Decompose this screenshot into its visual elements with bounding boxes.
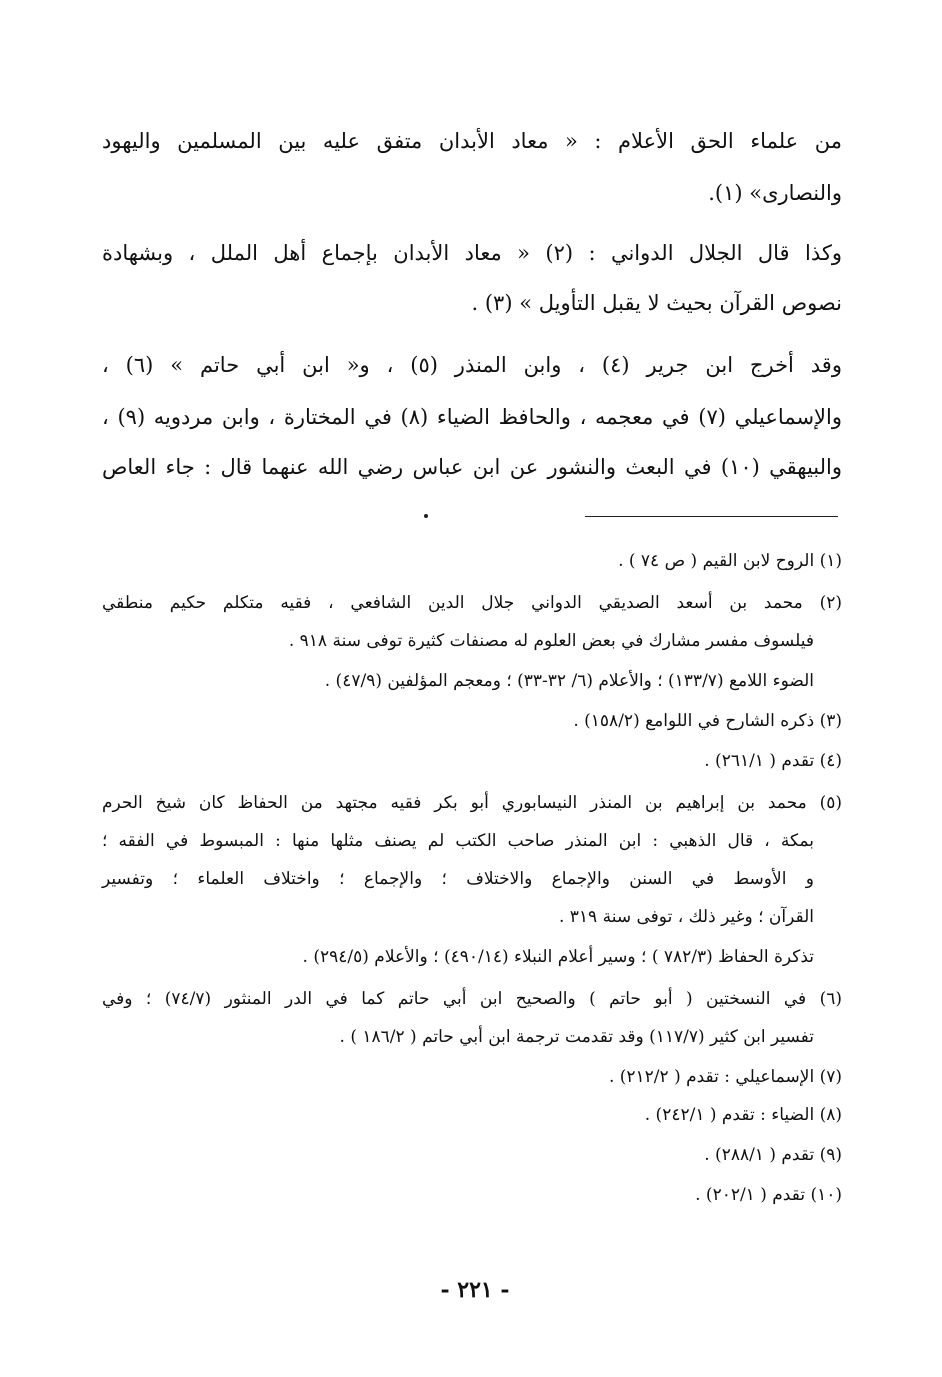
- footnote-5-line-2: بمكة ، قال الذهبي : ابن المنذر صاحب الكتب لم يصنف مثلها منها : المبسوط في الفقه ؛: [102, 831, 814, 851]
- footnote-1: (١) الروح لابن القيم ( ص ٧٤ ) .: [618, 551, 842, 571]
- footnote-5-line-4: القرآن ؛ وغير ذلك ، توفى سنة ٣١٩ .: [558, 907, 814, 927]
- page-number: - ٢٢١ -: [440, 1277, 510, 1303]
- footnote-5-sources: تذكرة الحفاظ (٧٨٢/٣ ) ؛ وسير أعلام النبلاء (٤٩٠/١٤) ؛ والأعلام (٢٩٤/٥) .: [302, 947, 814, 967]
- body-line-4: نصوص القرآن بحيث لا يقبل التأويل » (٣) .: [471, 291, 842, 315]
- footnote-2-line-2: فيلسوف مفسر مشارك في بعض العلوم له مصنفات كثيرة توفى سنة ٩١٨ .: [288, 631, 814, 651]
- footnote-5-line-1: (٥) محمد بن إبراهيم بن المنذر النيسابوري أبو بكر فقيه مجتهد من الحفاظ كان شيخ الحرم: [102, 793, 842, 813]
- ink-dot: [424, 514, 428, 518]
- footnote-5-line-3: و الأوسط في السنن والإجماع والاختلاف ؛ والإجماع ؛ واختلاف العلماء ؛ وتفسير: [102, 869, 814, 889]
- body-line-1: من علماء الحق الأعلام : « معاد الأبدان متفق عليه بين المسلمين واليهود: [102, 129, 842, 153]
- footnote-4: (٤) تقدم ( ٢٦١/١) .: [704, 751, 842, 771]
- footnote-8: (٨) الضياء : تقدم ( ٢٤٢/١) .: [644, 1105, 842, 1125]
- footnote-2-line-1: (٢) محمد بن أسعد الصديقي الدواني جلال الدين الشافعي ، فقيه متكلم حكيم منطقي: [102, 593, 842, 613]
- footnote-2-sources: الضوء اللامع (١٣٣/٧) ؛ والأعلام (٦/ ٣٢-٣٣) ؛ ومعجم المؤلفين (٤٧/٩) .: [324, 671, 814, 691]
- body-line-3: وكذا قال الجلال الدواني : (٢) « معاد الأبدان بإجماع أهل الملل ، وبشهادة: [102, 241, 842, 265]
- footnote-7: (٧) الإسماعيلي : تقدم ( ٢١٢/٢) .: [608, 1067, 842, 1087]
- footnote-3: (٣) ذكره الشارح في اللوامع (١٥٨/٢) .: [573, 711, 842, 731]
- footnote-6-line-2: تفسير ابن كثير (١١٧/٧) وقد تقدمت ترجمة ابن أبي حاتم ( ١٨٦/٢ ) .: [339, 1027, 814, 1047]
- body-line-5: وقد أخرج ابن جرير (٤) ، وابن المنذر (٥) ، و« ابن أبي حاتم » (٦) ،: [102, 353, 842, 377]
- body-line-2: والنصارى» (١).: [708, 181, 842, 205]
- footnote-6-line-1: (٦) في النسختين ( أبو حاتم ) والصحيح ابن أبي حاتم كما في الدر المنثور (٧٤/٧) ؛ وفي: [102, 989, 842, 1009]
- footnote-9: (٩) تقدم ( ٢٨٨/١) .: [704, 1145, 842, 1165]
- footnote-separator: [585, 516, 838, 517]
- footnote-10: (١٠) تقدم ( ٢٠٢/١) .: [695, 1185, 842, 1205]
- body-line-6: والإسماعيلي (٧) في معجمه ، والحافظ الضياء (٨) في المختارة ، وابن مردويه (٩) ،: [102, 405, 843, 429]
- body-line-7: والبيهقي (١٠) في البعث والنشور عن ابن عباس رضي الله عنهما قال : جاء العاص: [102, 455, 842, 479]
